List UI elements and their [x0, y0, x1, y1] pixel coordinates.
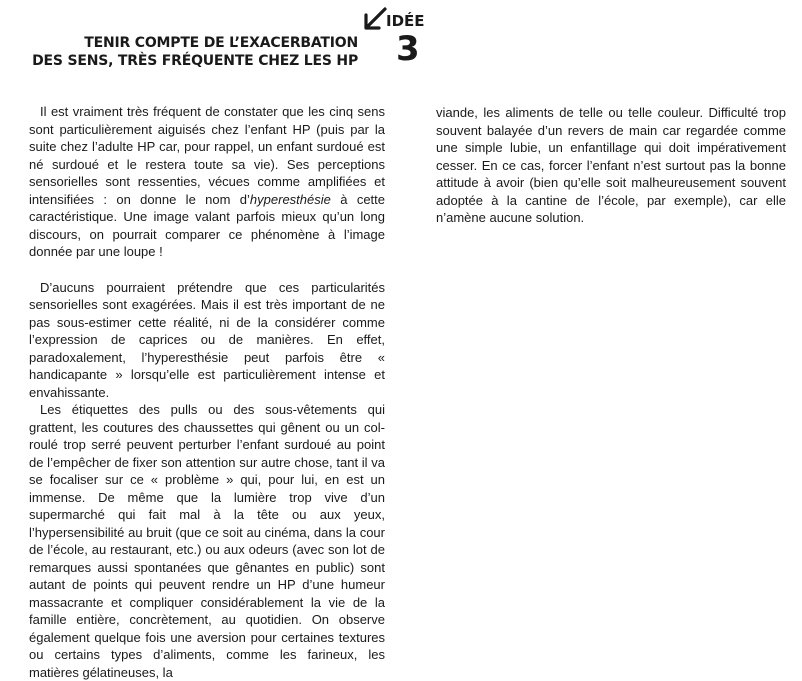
paragraph-intro-end: à cette caractéristique. Une image valant parfois mieux qu’un long discours, on pourrait comparer ce phénomène à l’image donnée par une loupe !	[29, 191, 385, 259]
idea-label: IDÉE	[386, 12, 425, 30]
paragraph-2: D’aucuns pourraient prétendre que ces particularités sensorielles sont exagérées. Mais il est très important de ne pas sous-estimer cette réalité, ni de la considérer comme l’expression de caprices ou de manières. En effet, paradoxalement, l’hyperesthésie peut parfois être « handicapante » lorsqu’elle est particulièrement intense et envahissante.	[29, 279, 385, 400]
paragraph-3: Les étiquettes des pulls ou des sous-vêtements qui grattent, les coutures des chaussettes qui gênent ou un col-roulé trop serré peuvent perturber l’enfant surdoué au point de l’empêcher de fixer son attention sur autre chose, tant il va se focaliser sur ce « problème » qui, pour lui, en est un immense. De même que la lumière trop vive d’un supermarché qui fait mal à la tête ou aux yeux, l’hypersensibilité au bruit (que ce soit au cinéma, dans la cour de l’école, au restaurant, etc.) ou aux odeurs (avec son lot de remarques aussi spontanées que gênantes en public) sont autant de points qui peuvent rendre un HP d’une humeur massacrante et compliquer considérablement la vie de la famille entière, concrètement, au quotidien. On observe également quelque fois une aversion pour certaines textures ou certains types d’aliments, comme les farineux, les matières gélatineuses, la	[29, 402, 385, 680]
arrow-down-left-icon	[362, 6, 388, 32]
section-heading	[0, 34, 358, 70]
left-column	[29, 103, 385, 681]
paragraph-continued: viande, les aliments de telle ou telle couleur. Difficulté trop souvent balayée d’un revers de main car regardée comme une simple lubie, un enfantillage qui doit impérativement cesser. En ce cas, forcer l’enfant n’est surtout pas la bonne attitude à avoir (bien qu’elle soit malheureusement souvent adoptée à la cantine de l’école, par exemple), car elle n’amène aucune solution.	[436, 105, 786, 225]
paragraph-intro	[29, 103, 385, 261]
idea-number: 3	[396, 29, 420, 69]
paragraph-intro-start: Il est vraiment très fréquent de constater que les cinq sens sont particulièrement aiguisés chez l’enfant HP (puis par la suite chez l’adulte HP car, pour rappel, un enfant surdoué est né surdoué et le restera toute sa vie). Ses perceptions sensorielles sont ressenties, vécues comme amplifiées et intensifiées : on donne le nom d’	[29, 104, 385, 207]
term-hyperesthesie: hyperesthésie	[249, 191, 331, 207]
heading-line-2: DES SENS, TRÈS FRÉQUENTE CHEZ LES HP	[32, 53, 358, 69]
right-column	[436, 104, 786, 227]
heading-line-1: TENIR COMPTE DE L’EXACERBATION	[84, 35, 358, 51]
